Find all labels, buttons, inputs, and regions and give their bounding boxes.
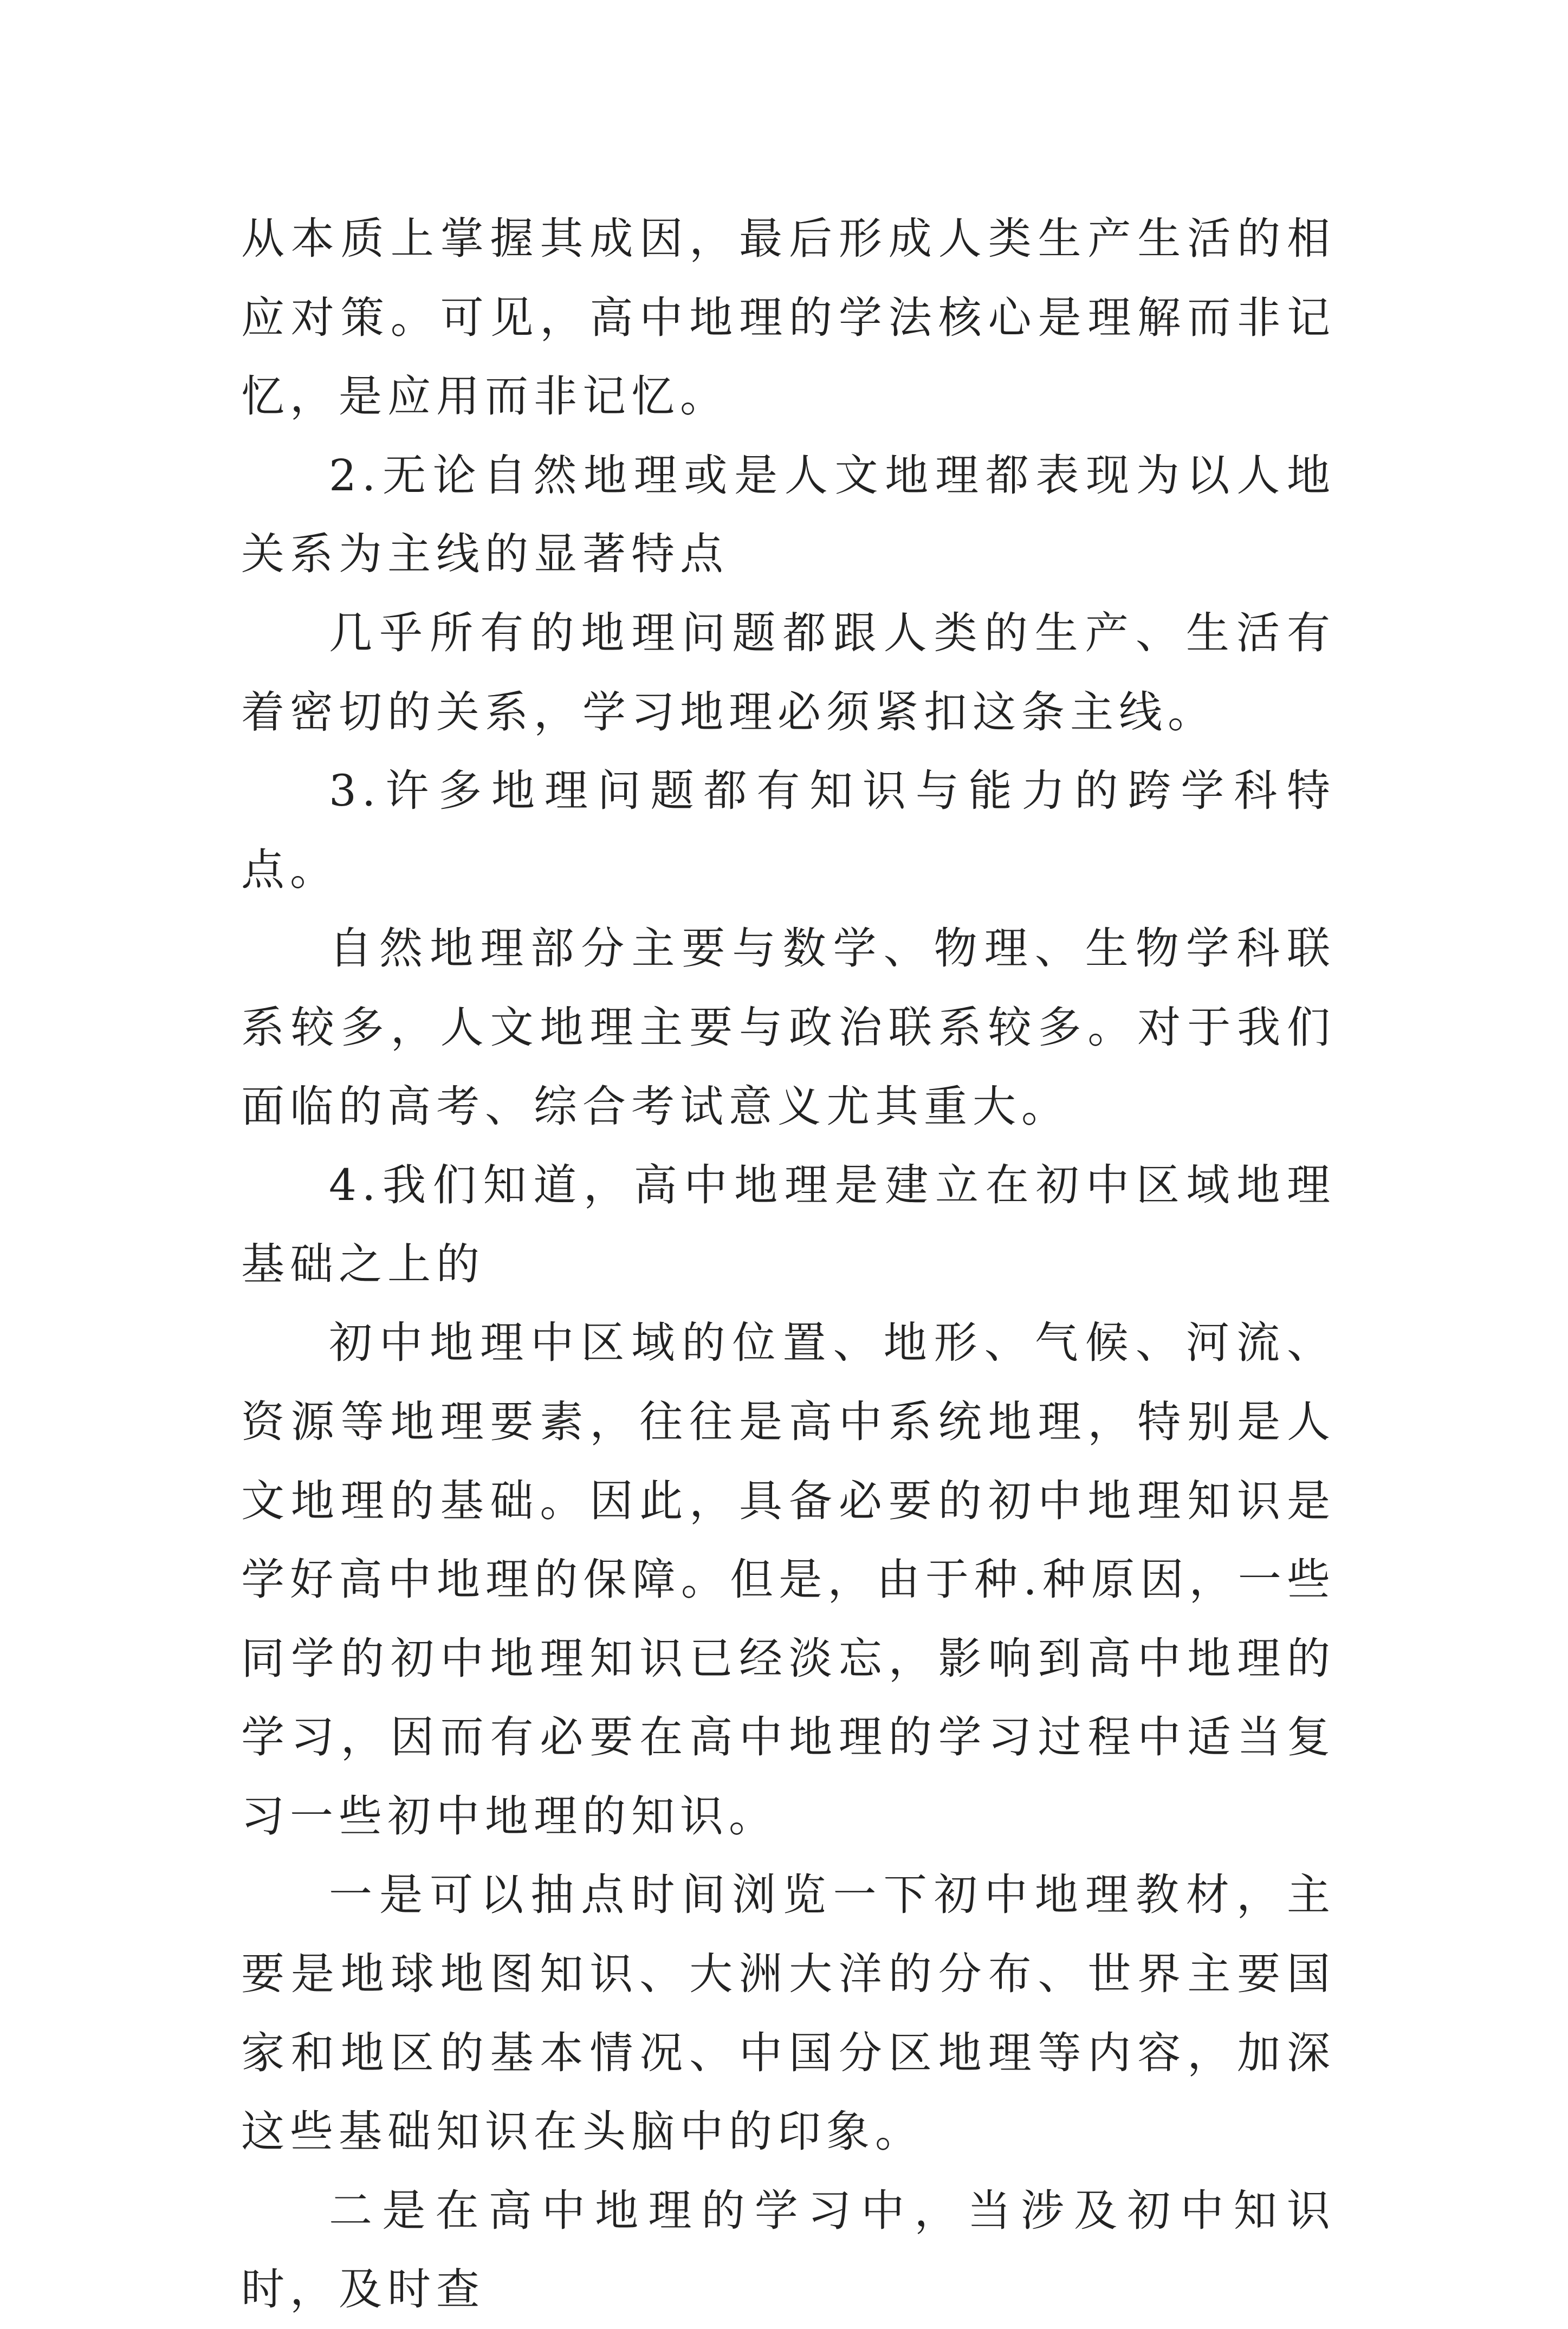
paragraph-5: 自然地理部分主要与数学、物理、生物学科联系较多，人文地理主要与政治联系较多。对于我们面临的高考、综合考试意义尤其重大。 — [241, 923, 1336, 1132]
document-body — [241, 199, 1336, 2329]
paragraph-7: 初中地理中区域的位置、地形、气候、河流、资源等地理要素，往往是高中系统地理，特别是人文地理的基础。因此，具备必要的初中地理知识是学好高中地理的保障。但是，由于种.种原因，一些同学的初中地理知识已经淡忘，影响到高中地理的学习，因而有必要在高中地理的学习过程中适当复习一些初中地理的知识。 — [241, 1318, 1336, 1841]
paragraph-9: 二是在高中地理的学习中，当涉及初中知识时，及时查 — [241, 2185, 1336, 2315]
paragraph-4: 3.许多地理问题都有知识与能力的跨学科特点。 — [241, 765, 1336, 895]
paragraph-6: 4.我们知道，高中地理是建立在初中区域地理基础之上的 — [241, 1160, 1336, 1289]
paragraph-2: 2.无论自然地理或是人文地理都表现为以人地关系为主线的显著特点 — [241, 450, 1336, 580]
paragraph-1: 从本质上掌握其成因，最后形成人类生产生活的相应对策。可见，高中地理的学法核心是理解而非记忆，是应用而非记忆。 — [241, 213, 1336, 422]
paragraph-3: 几乎所有的地理问题都跟人类的生产、生活有着密切的关系，学习地理必须紧扣这条主线。 — [241, 607, 1336, 737]
paragraph-8: 一是可以抽点时间浏览一下初中地理教材，主要是地球地图知识、大洲大洋的分布、世界主要国家和地区的基本情况、中国分区地理等内容，加深这些基础知识在头脑中的印象。 — [241, 1870, 1336, 2157]
